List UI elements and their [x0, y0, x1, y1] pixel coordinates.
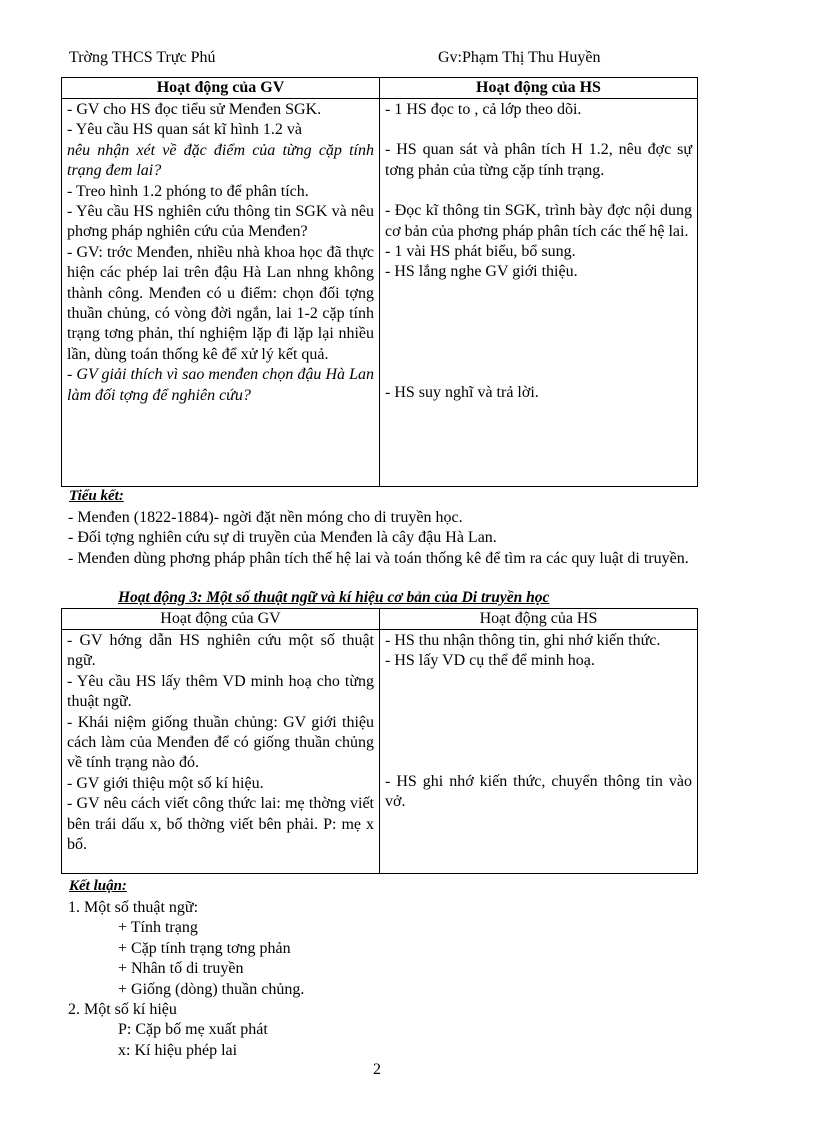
symbol-item: x: Kí hiệu phép lai — [118, 1041, 238, 1059]
table2-hs-line: - HS ghi nhớ kiến thức, chuyển thông tin vào vở. — [385, 772, 692, 811]
table2-hs-line: - HS lấy VD cụ thể để minh hoạ. — [385, 652, 595, 670]
table1-gv-line: - Yêu cầu HS nghiên cứu thông tin SGK và nêu phơng pháp nghiên cứu của Menđen? — [67, 203, 374, 241]
table2-header-gv: Hoạt động của GV — [62, 609, 380, 630]
activity-table-2 — [61, 608, 698, 874]
table1-hs-line: - 1 HS đọc to , cả lớp theo dõi. — [385, 101, 582, 118]
table1-gv-line: nêu nhận xét về đặc điểm của từng cặp tính trạng đem lai? — [67, 141, 374, 180]
table1-gv-line: - Treo hình 1.2 phóng to để phân tích. — [67, 182, 309, 200]
table2-hs-line: - HS thu nhận thông tin, ghi nhớ kiến thức. — [385, 632, 661, 649]
activity3-title — [118, 589, 549, 607]
table1-gv-line: - Yêu cầu HS quan sát kĩ hình 1.2 và — [67, 121, 302, 139]
header-school: Trờng THCS Trực Phú — [69, 49, 216, 66]
term-item: + Tính trạng — [118, 919, 198, 937]
summary-title: Tiểu kết: — [69, 488, 124, 504]
summary-line: - Đối tợng nghiên cứu sự di truyền của Menđen là cây đậu Hà Lan. — [68, 529, 497, 547]
activity3-title-text: Hoạt động 3: Một số thuật ngữ và kí hiệu cơ bản của Di truyền học — [118, 589, 550, 606]
table2-gv-line: - Yêu cầu HS lấy thêm VD minh hoạ cho từng thuật ngữ. — [67, 672, 374, 711]
table1-hs-line: - HS quan sát và phân tích H 1.2, nêu đợc sự tơng phản của từng cặp tính trạng. — [385, 141, 692, 179]
table1-gv-line: - GV: trớc Menđen, nhiều nhà khoa học đã thực hiện các phép lai trên đậu Hà Lan nhng không thành công. Menđen có u điểm: chọn đối tợng thuần chủng, có vòng đời ngắn, lai 1-2 cặp tính trạng tơng phản, thí nghiệm lặp đi lặp lại nhiều lần, dùng toán thống kê để xử lý kết quả. — [67, 243, 374, 363]
table2-gv-cell — [62, 630, 380, 874]
table1-hs-line: - HS suy nghĩ và trả lời. — [385, 383, 539, 401]
table1-hs-cell — [380, 99, 698, 487]
term-item: + Nhân tố di truyền — [118, 960, 244, 978]
symbol-item: P: Cặp bố mẹ xuất phát — [118, 1021, 268, 1039]
table1-gv-line: - GV cho HS đọc tiểu sử Menđen SGK. — [67, 101, 322, 118]
header-teacher: Gv:Phạm Thị Thu Huyền — [438, 49, 601, 66]
table2-gv-line: - GV nêu cách viết công thức lai: mẹ thờng viết bên trái dấu x, bố thờng viết bên phải. P: mẹ x bố. — [67, 795, 374, 854]
table2-gv-line: - Khái niệm giống thuần chủng: GV giới thiệu cách làm của Menđen để có giống thuần chủng về tính trạng nào đó. — [67, 713, 374, 772]
conclusion-heading-terms: 1. Một số thuật ngữ: — [68, 899, 199, 916]
table1-hs-line: - HS lắng nghe GV giới thiệu. — [385, 263, 578, 281]
summary-block — [68, 508, 698, 569]
table2-gv-line: - GV giới thiệu một số kí hiệu. — [67, 774, 264, 792]
table2-header-hs: Hoạt động của HS — [380, 609, 698, 630]
table2-hs-cell — [380, 630, 698, 874]
summary-line: - Menđen dùng phơng pháp phân tích thế hệ lai và toán thống kê để tìm ra các quy luật di truyền. — [68, 549, 689, 567]
conclusion-block — [68, 898, 698, 1061]
term-item: + Giống (dòng) thuần chủng. — [118, 980, 305, 998]
conclusion-heading-symbols: 2. Một số kí hiệu — [68, 1001, 177, 1019]
table1-header-gv: Hoạt động của GV — [62, 78, 380, 99]
table2-gv-line: - GV hớng dẫn HS nghiên cứu một số thuật ngữ. — [67, 632, 374, 670]
table1-hs-line: - Đọc kĩ thông tin SGK, trình bày đợc nội dung cơ bản của phơng pháp phân tích các thế hệ lai. — [385, 202, 692, 240]
table1-gv-cell — [62, 99, 380, 487]
summary-line: - Menđen (1822-1884)- ngời đặt nền móng cho di truyền học. — [68, 509, 463, 526]
term-item: + Cặp tính trạng tơng phản — [118, 939, 291, 957]
table1-header-hs: Hoạt động của HS — [380, 78, 698, 99]
page-number: 2 — [373, 1061, 381, 1078]
conclusion-title: Kết luận: — [69, 878, 127, 894]
activity-table-1 — [61, 77, 698, 487]
table1-hs-line: - 1 vài HS phát biểu, bổ sung. — [385, 243, 576, 261]
table1-gv-line: - GV giải thích vì sao menđen chọn đậu Hà Lan làm đối tợng để nghiên cứu? — [67, 366, 374, 404]
